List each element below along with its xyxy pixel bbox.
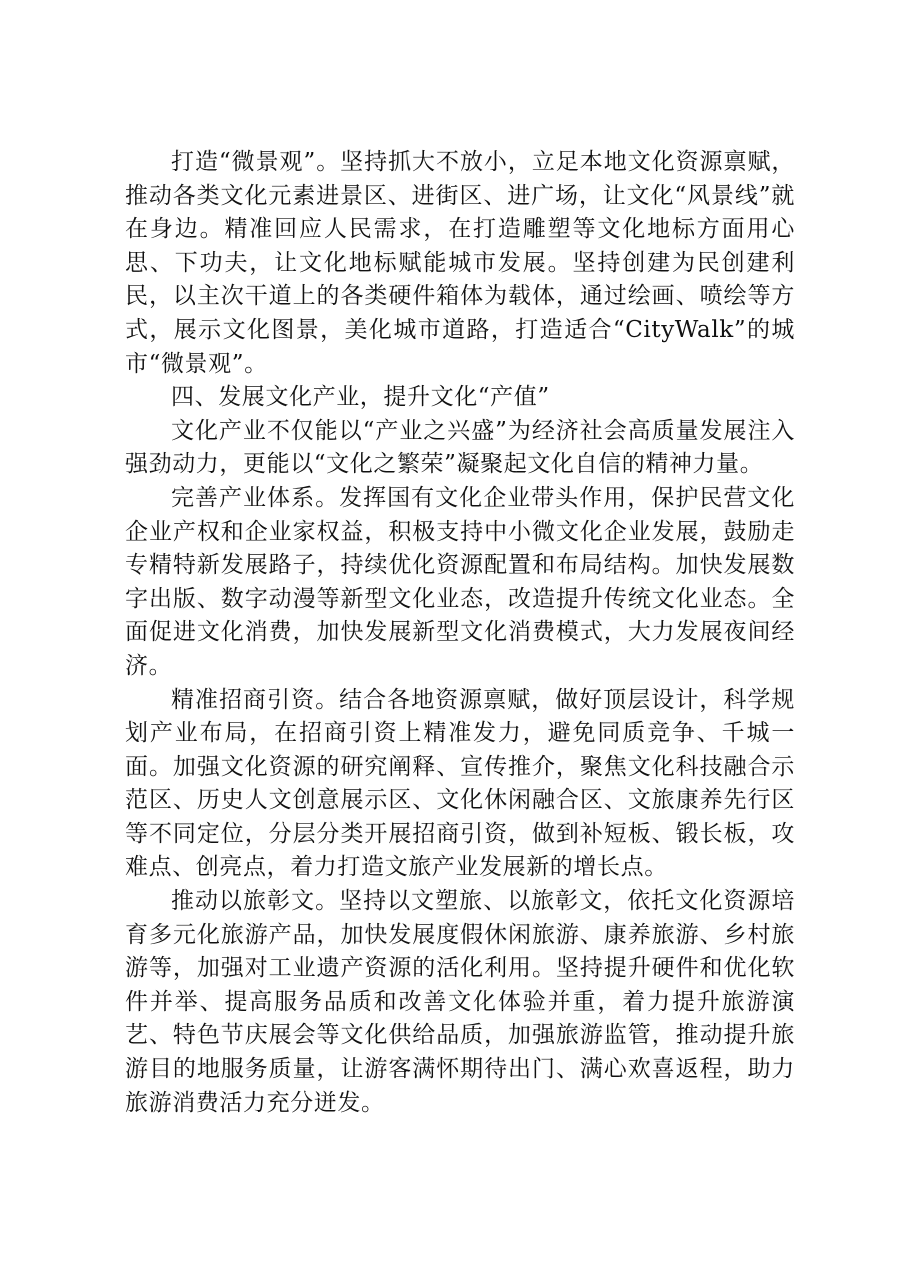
paragraph-micro-landscape: 打造“微景观”。坚持抓大不放小，立足本地文化资源禀赋，推动各类文化元素进景区、进街区、进广场，让文化“风景线”就在身边。精准回应人民需求，在打造雕塑等文化地标方面用心思、下功夫，让文化地标赋能城市发展。坚持创建为民创建利民，以主次干道上的各类硬件箱体为载体，通过绘画、喷绘等方式，展示文化图景，美化城市道路，打造适合“CityWalk”的城市“微景观”。 [125, 149, 795, 377]
paragraph-investment: 精准招商引资。结合各地资源禀赋，做好顶层设计，科学规划产业布局，在招商引资上精准发力，避免同质竞争、千城一面。加强文化资源的研究阐释、宣传推介，聚焦文化科技融合示范区、历史人文创意展示区、文化休闲融合区、文旅康养先行区等不同定位，分层分类开展招商引资，做到补短板、锻长板，攻难点、创亮点，着力打造文旅产业发展新的增长点。 [125, 686, 795, 881]
paragraph-tourism: 推动以旅彰文。坚持以文塑旅、以旅彰文，依托文化资源培育多元化旅游产品，加快发展度假休闲旅游、康养旅游、乡村旅游等，加强对工业遗产资源的活化利用。坚持提升硬件和优化软件并举、提高服务品质和改善文化体验并重，着力提升旅游演艺、特色节庆展会等文化供给品质，加强旅游监管，推动提升旅游目的地服务质量，让游客满怀期待出门、满心欢喜返程，助力旅游消费活力充分迸发。 [125, 888, 795, 1116]
document-page [125, 146, 795, 1120]
paragraph-industry-intro: 文化产业不仅能以“产业之兴盛”为经济社会高质量发展注入强劲动力，更能以“文化之繁荣”凝聚起文化自信的精神力量。 [125, 417, 795, 478]
paragraph-industry-system: 完善产业体系。发挥国有文化企业带头作用，保护民营文化企业产权和企业家权益，积极支持中小微文化企业发展，鼓励走专精特新发展路子，持续优化资源配置和布局结构。加快发展数字出版、数字动漫等新型文化业态，改造提升传统文化业态。全面促进文化消费，加快发展新型文化消费模式，大力发展夜间经济。 [125, 484, 795, 679]
section-heading-cultural-industry: 四、发展文化产业，提升文化“产值” [171, 384, 550, 411]
